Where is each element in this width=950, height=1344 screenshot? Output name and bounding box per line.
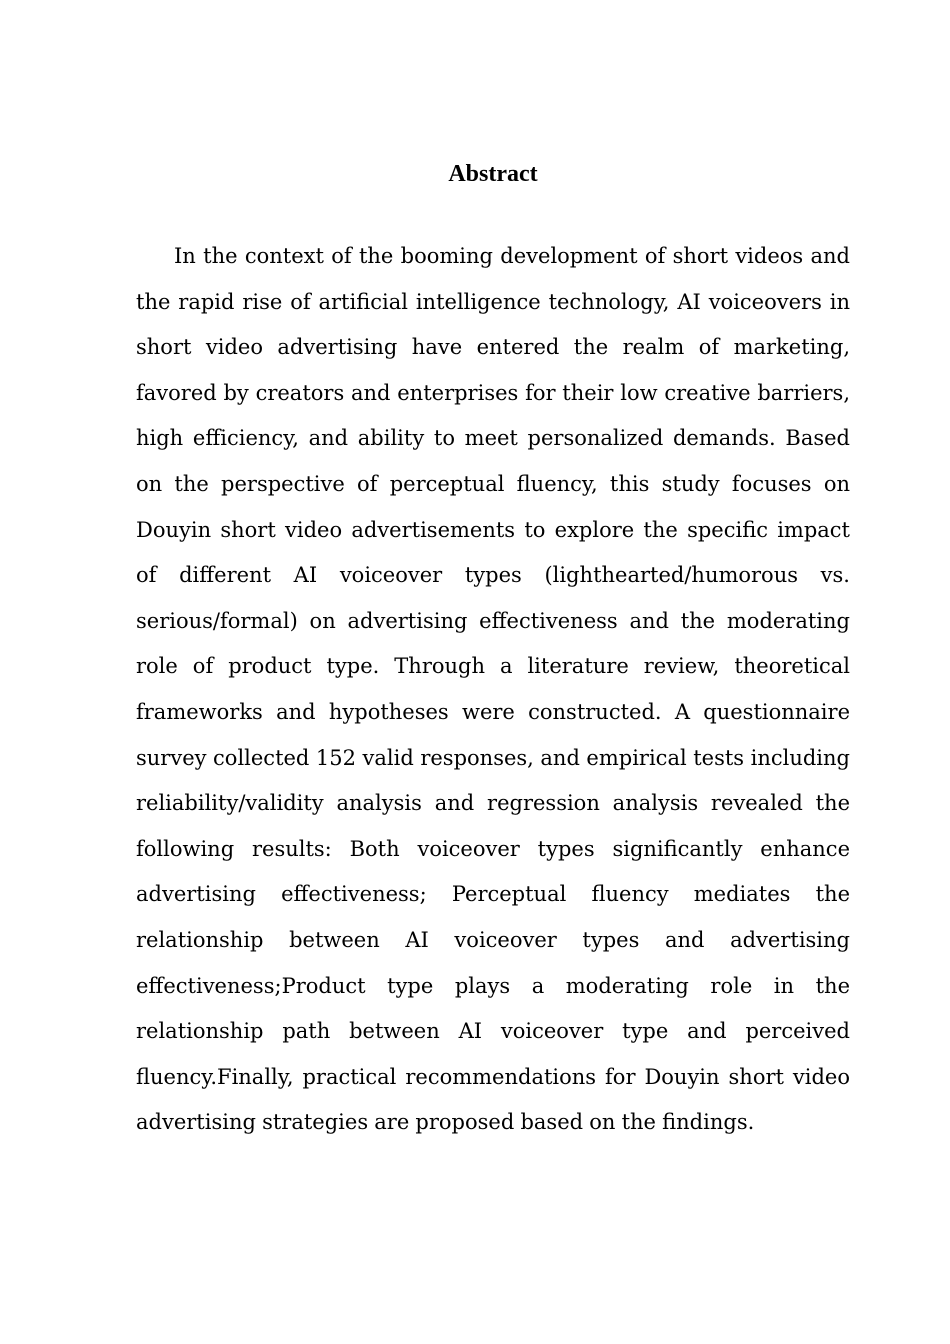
abstract-paragraph: In the context of the booming development of short videos and the rapid rise of artificial intelligence technology, AI voiceovers in short video advertising have entered the realm of marketing, favored by creators and enterprises for their low creative barriers, high efficiency, and ability to meet personalized demands. Based on the perspective of perceptual fluency, this study focuses on Douyin short video advertisements to explore the specific impact of different AI voiceover types (lighthearted/humorous vs. serious/formal) on advertising effectiveness and the moderating role of product type. Through a literature review, theoretical frameworks and hypotheses were constructed. A questionnaire survey collected 152 valid responses, and empirical tests including reliability/validity analysis and regression analysis revealed the following results: Both voiceover types significantly enhance advertising effectiveness; Perceptual fluency mediates the relationship between AI voiceover types and advertising effectiveness;Product type plays a moderating role in the relationship path between AI voiceover type and perceived fluency.Finally, practical recommendations for Douyin short video advertising strategies are proposed based on the findings.	[136, 244, 850, 1135]
abstract-heading: Abstract	[448, 161, 538, 187]
